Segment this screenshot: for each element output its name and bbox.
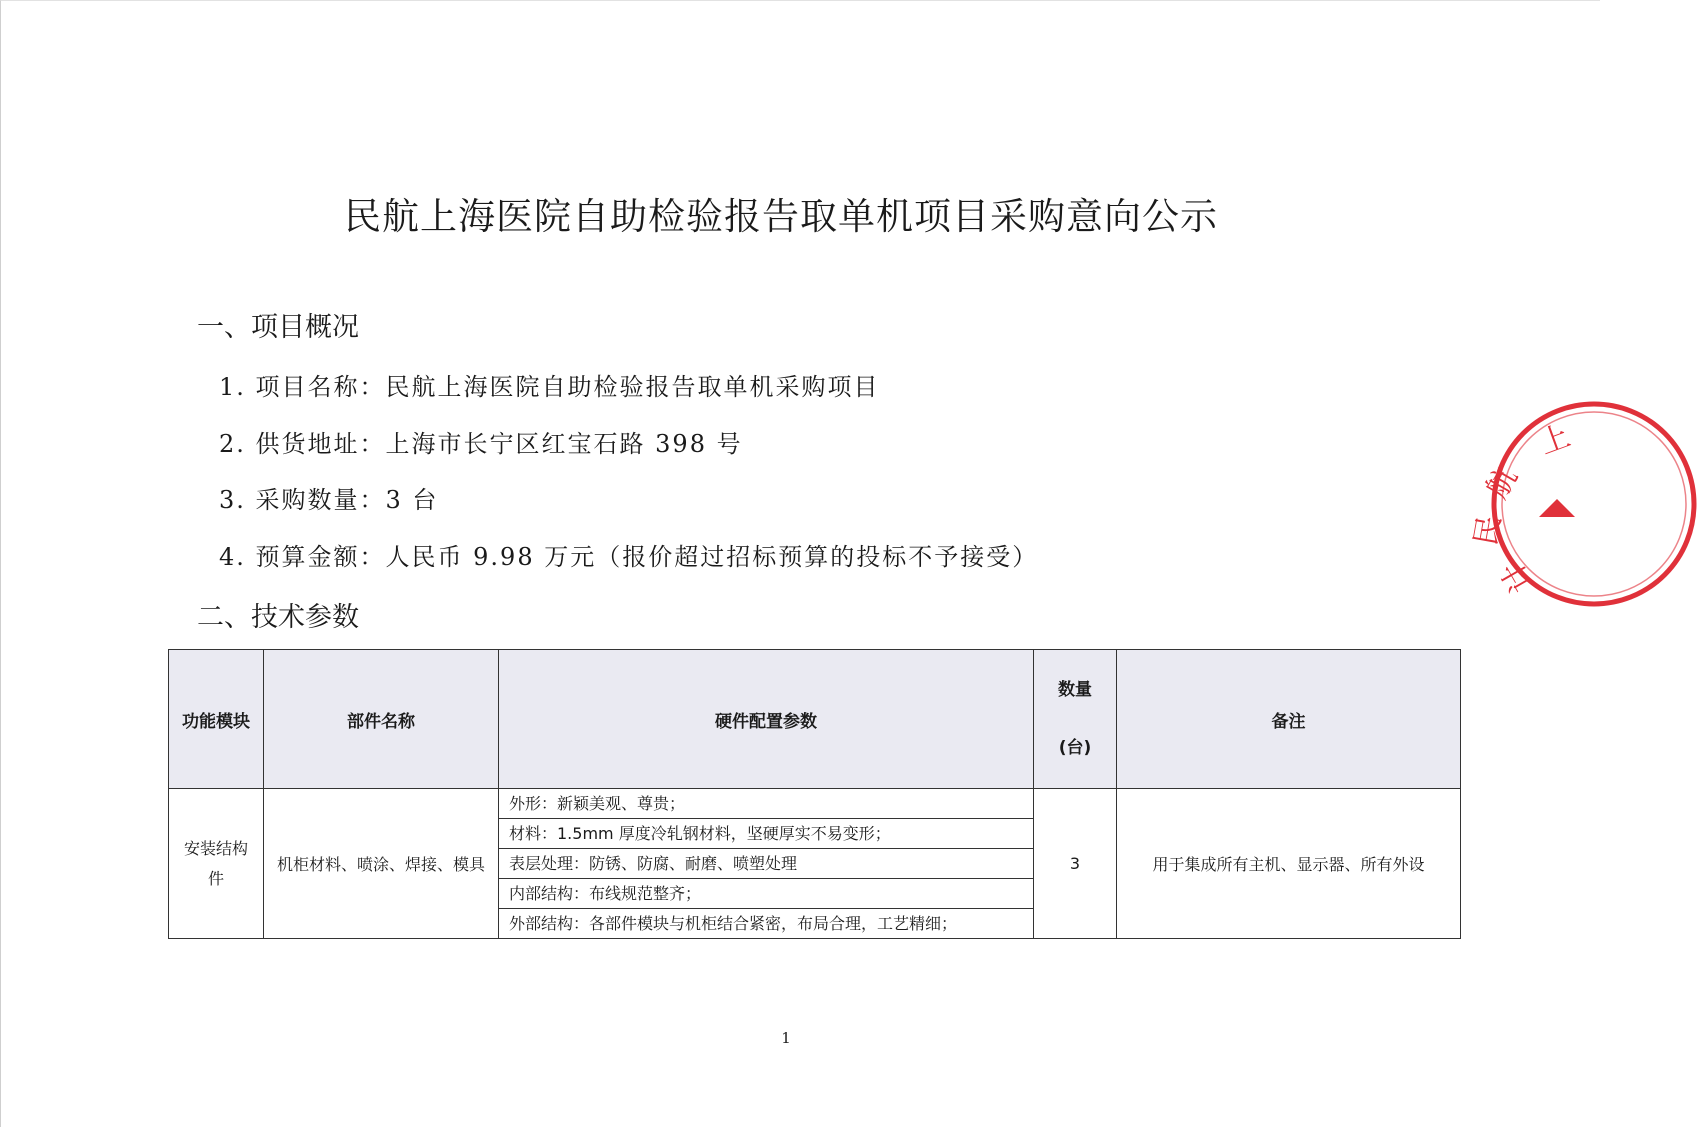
header-qty [1034, 650, 1117, 789]
seal-char: 上 [1534, 418, 1575, 462]
header-params: 硬件配置参数 [499, 650, 1034, 789]
section-heading-overview: 一、项目概况 [197, 312, 359, 343]
overview-item-value: 民航上海医院自助检验报告取单机采购项目 [385, 373, 880, 401]
header-qty-line1: 数量 [1058, 680, 1092, 700]
document-title: 民航上海医院自助检验报告取单机项目采购意向公示 [344, 195, 1218, 238]
overview-item-label: 1. 项目名称： [219, 373, 386, 401]
overview-item-quantity [219, 480, 438, 515]
overview-item-budget [219, 537, 1038, 572]
param-line: 外部结构：各部件模块与机柜结合紧密，布局合理，工艺精细； [509, 914, 958, 933]
header-note: 备注 [1117, 650, 1461, 789]
header-qty-line2: (台) [1058, 738, 1092, 758]
header-part: 部件名称 [264, 650, 499, 789]
param-line: 材料：1.5mm 厚度冷轧钢材料，坚硬厚实不易变形； [499, 819, 1033, 849]
cell-params [499, 789, 1034, 939]
seal-char: 航 [1479, 461, 1525, 505]
table-row [169, 789, 1461, 939]
page-number: 1 [781, 1029, 791, 1047]
overview-item-label: 2. 供货地址： [219, 430, 386, 458]
official-seal-icon [1468, 399, 1699, 609]
overview-item-label: 4. 预算金额： [219, 543, 386, 571]
cell-part: 机柜材料、喷涂、焊接、模具 [264, 789, 499, 939]
tech-params-table [168, 649, 1461, 939]
seal-char: 计 [1494, 555, 1540, 599]
overview-item-name [219, 367, 880, 402]
overview-item-address [219, 424, 743, 459]
section-heading-tech-params: 二、技术参数 [197, 602, 359, 633]
overview-item-value: 3 台 [385, 486, 439, 514]
seal-char: 民 [1468, 512, 1509, 549]
overview-item-label: 3. 采购数量： [219, 486, 386, 514]
table-header-row [169, 650, 1461, 789]
cell-module: 安装结构件 [169, 789, 264, 939]
cell-qty: 3 [1034, 789, 1117, 939]
param-line: 表层处理：防锈、防腐、耐磨、喷塑处理 [499, 849, 1033, 879]
header-module: 功能模块 [169, 650, 264, 789]
overview-item-value: 上海市长宁区红宝石路 398 号 [385, 430, 743, 458]
param-line: 外形：新颖美观、尊贵； [499, 789, 1033, 819]
seal-star [1539, 499, 1575, 517]
cell-note: 用于集成所有主机、显示器、所有外设 [1117, 789, 1461, 939]
overview-item-value: 人民币 9.98 万元（报价超过招标预算的投标不予接受） [385, 543, 1039, 571]
param-line: 内部结构：布线规范整齐； [499, 879, 1033, 909]
